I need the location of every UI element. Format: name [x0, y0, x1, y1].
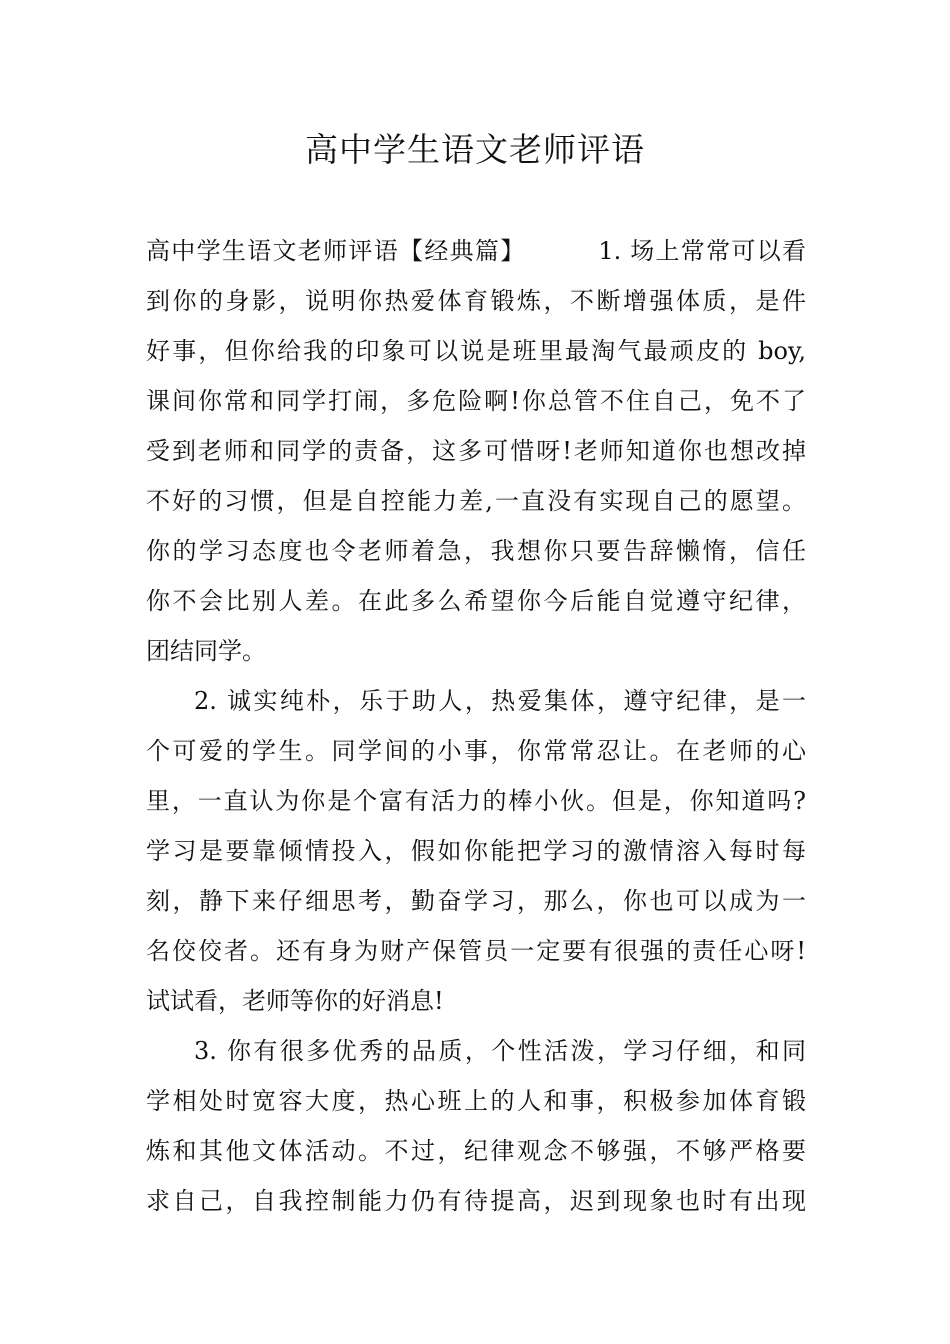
text-line: 受到老师和同学的责备，这多可惜呀!老师知道你也想改掉 [146, 437, 806, 465]
text-line: 团结同学。 [146, 637, 266, 665]
text-line: 求自己，自我控制能力仍有待提高，迟到现象也时有出现 [146, 1187, 806, 1215]
text-line: 好事，但你给我的印象可以说是班里最淘气最顽皮的 boy, [146, 337, 806, 365]
text-line: 刻，静下来仔细思考，勤奋学习，那么，你也可以成为一 [146, 887, 806, 915]
text-line: 里，一直认为你是个富有活力的棒小伙。但是，你知道吗? [146, 787, 806, 815]
text-line: 学相处时宽容大度，热心班上的人和事，积极参加体育锻 [146, 1087, 806, 1115]
document-title: 高中学生语文老师评语 [305, 130, 645, 169]
text-line: 学习是要靠倾情投入，假如你能把学习的激情溶入每时每 [146, 837, 806, 865]
text-line: 高中学生语文老师评语【经典篇】 1. 场上常常可以看 [146, 237, 806, 265]
text-line: 你的学习态度也令老师着急，我想你只要告辞懒惰，信任 [146, 537, 806, 565]
text-line: 个可爱的学生。同学间的小事，你常常忍让。在老师的心 [146, 737, 806, 765]
text-line: 3. 你有很多优秀的品质，个性活泼，学习仔细，和同 [194, 1037, 806, 1065]
text-line: 到你的身影，说明你热爱体育锻炼，不断增强体质，是件 [146, 287, 806, 315]
text-line: 2. 诚实纯朴，乐于助人，热爱集体，遵守纪律，是一 [194, 687, 806, 715]
document-body [146, 226, 806, 1226]
text-line: 名佼佼者。还有身为财产保管员一定要有很强的责任心呀! [146, 937, 806, 965]
text-line: 试试看，老师等你的好消息! [146, 987, 444, 1015]
text-line: 不好的习惯，但是自控能力差,一直没有实现自己的愿望。 [146, 487, 806, 515]
text-line: 课间你常和同学打闹，多危险啊!你总管不住自己，免不了 [146, 387, 806, 415]
text-line: 你不会比别人差。在此多么希望你今后能自觉遵守纪律， [146, 587, 806, 615]
text-line: 炼和其他文体活动。不过，纪律观念不够强，不够严格要 [146, 1137, 806, 1165]
